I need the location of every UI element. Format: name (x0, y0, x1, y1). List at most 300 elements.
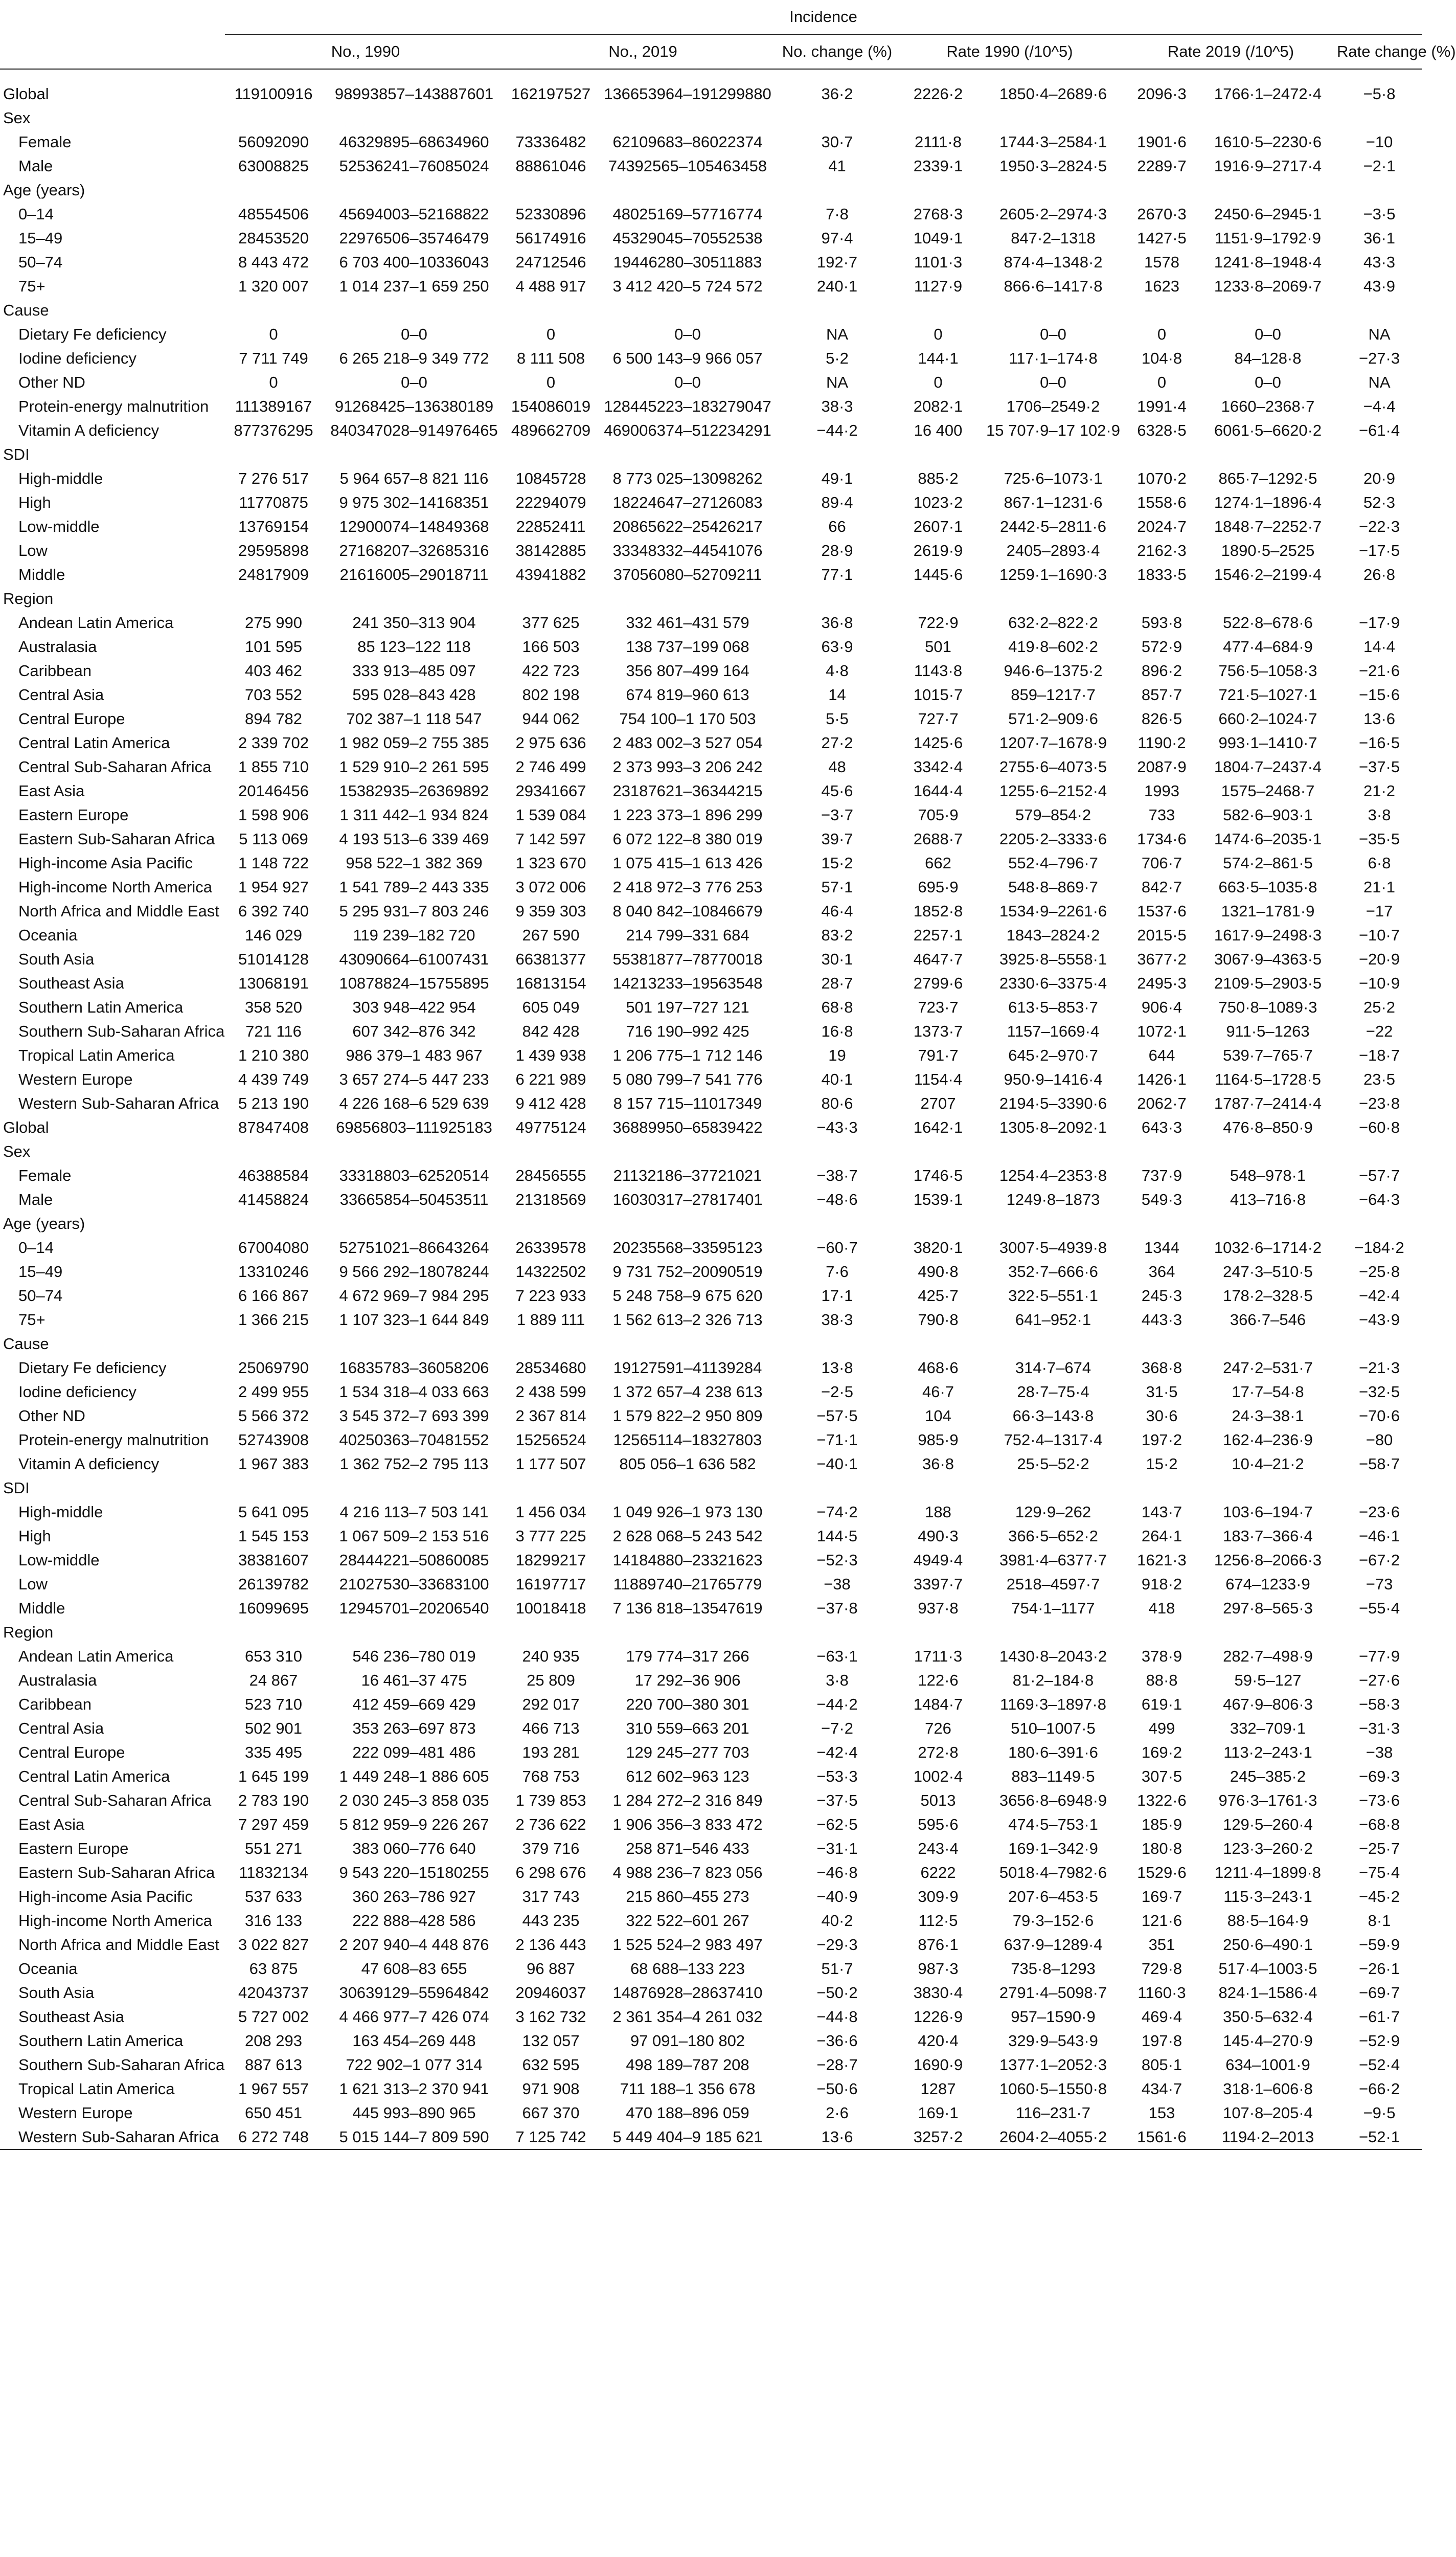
table-row (0, 1933, 1422, 1957)
ci-1990: 85 123–122 118 (357, 637, 471, 656)
rate-ci-2019: 1151·9–1792·9 (1215, 229, 1321, 247)
rate-ci-2019: 17·7–54·8 (1232, 1382, 1304, 1401)
number-change: 4·8 (826, 661, 849, 680)
ci-1990: 33665854–50453511 (339, 1190, 489, 1208)
ci-1990: 27168207–32685316 (339, 541, 489, 559)
number-2019: 96 887 (527, 1959, 575, 1978)
table-row (0, 899, 1422, 923)
rate-ci-1990: 579–854·2 (1015, 805, 1091, 824)
rate-1990: 2257·1 (913, 926, 963, 944)
rate-1990: 4949·4 (913, 1551, 963, 1569)
number-change: −46·8 (816, 1863, 858, 1881)
ci-2019: 19446280–30511883 (613, 253, 762, 271)
ci-1990: 4 672 969–7 984 295 (339, 1286, 489, 1305)
ci-1990: 5 812 959–9 226 267 (339, 1815, 489, 1833)
ci-1990: 28444221–50860085 (339, 1551, 489, 1569)
rate-ci-1990: 2605·2–2974·3 (999, 205, 1107, 223)
ci-2019: 12565114–18327803 (613, 1430, 762, 1449)
row-label: 75+ (18, 1310, 46, 1329)
rate-2019: 733 (1148, 805, 1175, 824)
row-label: 50–74 (18, 1286, 63, 1305)
rate-ci-1990: 3925·8–5558·1 (999, 950, 1107, 968)
rate-ci-2019: 660·2–1024·7 (1218, 709, 1317, 728)
rate-ci-2019: 756·5–1058·3 (1218, 661, 1317, 680)
section-label: Age (years) (3, 1214, 85, 1232)
row-label: Other ND (18, 373, 85, 391)
row-label: Southern Latin America (18, 2031, 184, 2050)
number-1990: 653 310 (244, 1647, 303, 1665)
number-change: 46·4 (821, 902, 853, 920)
table-row (0, 851, 1422, 875)
number-2019: 7 142 597 (515, 829, 586, 848)
rate-ci-2019: 24·3–38·1 (1232, 1406, 1304, 1425)
ci-2019: 17 292–36 906 (634, 1671, 741, 1689)
number-2019: 768 753 (522, 1767, 580, 1785)
ci-1990: 1 362 752–2 795 113 (339, 1454, 489, 1473)
rate-ci-1990: 366·5–652·2 (1008, 1527, 1098, 1545)
ci-1990: 12945701–20206540 (339, 1599, 489, 1617)
rate-ci-1990: 867·1–1231·6 (1004, 493, 1103, 511)
rate-change: −60·8 (1358, 1118, 1400, 1136)
rate-ci-1990: 1377·1–2052·3 (999, 2055, 1107, 2074)
ci-1990: 2 030 245–3 858 035 (339, 1791, 489, 1809)
number-change: 28·7 (821, 974, 853, 992)
ci-2019: 23187621–36344215 (612, 781, 763, 800)
rate-2019: 572·9 (1141, 637, 1182, 656)
number-2019: 52330896 (515, 205, 586, 223)
section-fill (225, 587, 1422, 611)
number-change: 38·3 (821, 397, 853, 415)
ci-2019: 138 737–199 068 (626, 637, 749, 656)
rate-2019: 1537·6 (1137, 902, 1187, 920)
number-2019: 154086019 (511, 397, 591, 415)
table-row (0, 1019, 1422, 1043)
ci-1990: 4 216 113–7 503 141 (339, 1502, 489, 1521)
row-label: Southeast Asia (18, 974, 124, 992)
number-1990: 2 499 955 (238, 1382, 309, 1401)
rate-1990: 885·2 (918, 469, 959, 487)
number-1990: 11832134 (239, 1863, 308, 1881)
table-row (0, 274, 1422, 298)
rate-change: 20·9 (1363, 469, 1396, 487)
number-1990: 101 595 (244, 637, 303, 656)
rate-ci-1990: 2330·6–3375·4 (999, 974, 1107, 992)
rate-ci-1990: 874·4–1348·2 (1004, 253, 1103, 271)
number-change: −2·5 (821, 1382, 853, 1401)
ci-1990: 1 534 318–4 033 663 (339, 1382, 489, 1401)
number-2019: 317 743 (522, 1887, 580, 1905)
rate-change: −10·9 (1358, 974, 1400, 992)
section-row (0, 1332, 1422, 1356)
rate-change: 13·6 (1363, 709, 1396, 728)
ci-2019: 501 197–727 121 (626, 998, 749, 1016)
number-2019: 14322502 (515, 1262, 586, 1281)
row-label: High (18, 493, 51, 511)
ci-2019: 129 245–277 703 (626, 1743, 749, 1761)
number-change: −37·5 (816, 1791, 858, 1809)
ci-2019: 6 072 122–8 380 019 (612, 829, 763, 848)
rate-change: −22 (1366, 1022, 1393, 1040)
number-1990: 208 293 (244, 2031, 303, 2050)
rate-1990: 490·3 (918, 1527, 959, 1545)
rate-ci-2019: 1164·5–1728·5 (1215, 1070, 1321, 1088)
section-fill (225, 1476, 1422, 1500)
number-1990: 24 867 (249, 1671, 298, 1689)
rate-ci-1990: 79·3–152·6 (1012, 1911, 1094, 1930)
rate-2019: 469·4 (1141, 2007, 1182, 2026)
rate-2019: 706·7 (1141, 854, 1182, 872)
ci-2019: 2 373 993–3 206 242 (612, 757, 763, 776)
number-change: 83·2 (821, 926, 853, 944)
number-change: 28·9 (821, 541, 853, 559)
ci-2019: 128445223–183279047 (604, 397, 771, 415)
row-label: High-income North America (18, 878, 213, 896)
rate-change: −22·3 (1358, 517, 1400, 535)
ci-2019: 33348332–44541076 (612, 541, 763, 559)
ci-1990: 1 541 789–2 443 335 (339, 878, 489, 896)
number-2019: 489662709 (511, 421, 591, 439)
rate-2019: 88·8 (1146, 1671, 1178, 1689)
row-label: Iodine deficiency (18, 349, 136, 367)
row-label: Dietary Fe deficiency (18, 1358, 167, 1377)
number-2019: 1 539 084 (515, 805, 586, 824)
number-1990: 4 439 749 (238, 1070, 309, 1088)
rate-change: −38 (1366, 1743, 1393, 1761)
number-1990: 1 545 153 (238, 1527, 309, 1545)
row-label: Iodine deficiency (18, 1382, 136, 1401)
section-fill (225, 106, 1422, 130)
number-change: 30·7 (821, 132, 853, 151)
row-label: Global (3, 84, 49, 103)
number-1990: 7 297 459 (238, 1815, 309, 1833)
rate-1990: 169·1 (918, 2103, 959, 2122)
number-change: 13·8 (821, 1358, 853, 1377)
number-1990: 275 990 (244, 613, 303, 632)
section-label: Cause (3, 301, 49, 319)
table-row (0, 2053, 1422, 2077)
rate-ci-1990: 847·2–1318 (1011, 229, 1096, 247)
rate-1990: 112·5 (918, 1911, 958, 1930)
number-2019: 49775124 (515, 1118, 586, 1136)
rate-2019: 153 (1148, 2103, 1175, 2122)
rate-change: −23·6 (1358, 1502, 1400, 1521)
row-label: Tropical Latin America (18, 1046, 175, 1064)
ci-1990: 702 387–1 118 547 (346, 709, 482, 728)
rate-ci-1990: 548·8–869·7 (1008, 878, 1098, 896)
number-change: −48·6 (816, 1190, 858, 1208)
rate-1990: 2082·1 (913, 397, 963, 415)
row-label: Central Europe (18, 1743, 125, 1761)
number-change: 15·2 (821, 854, 853, 872)
rate-2019: 1623 (1144, 277, 1179, 295)
ci-1990: 1 311 442–1 934 824 (339, 805, 489, 824)
table-row (0, 611, 1422, 635)
ci-2019: 14184880–23321623 (612, 1551, 763, 1569)
rate-1990: 937·8 (918, 1599, 959, 1617)
rate-change: −21·6 (1358, 661, 1400, 680)
number-2019: 2 975 636 (515, 733, 586, 752)
rate-ci-1990: 1249·8–1873 (1006, 1190, 1100, 1208)
rate-ci-2019: 115·3–243·1 (1223, 1887, 1312, 1905)
rate-ci-2019: 366·7–546 (1230, 1310, 1306, 1329)
section-label: Sex (3, 108, 31, 127)
rate-ci-1990: 1060·5–1550·8 (999, 2079, 1107, 2098)
ci-2019: 1 075 415–1 613 426 (612, 854, 763, 872)
rate-1990: 595·6 (918, 1815, 959, 1833)
rate-change: −17·5 (1358, 541, 1400, 559)
row-label: Protein-energy malnutrition (18, 1430, 209, 1449)
number-1990: 1 645 199 (238, 1767, 309, 1785)
rate-ci-1990: 2205·2–3333·6 (999, 829, 1107, 848)
rate-1990: 2707 (920, 1094, 956, 1112)
rate-change: −2·1 (1363, 156, 1396, 175)
ci-1990: 353 263–697 873 (352, 1719, 476, 1737)
table-row (0, 346, 1422, 370)
rate-1990: 3257·2 (895, 2125, 982, 2149)
rate-2019: 169·7 (1141, 1887, 1182, 1905)
number-1990: 316 133 (244, 1911, 303, 1930)
ci-2019: 0–0 (674, 325, 701, 343)
rate-ci-1990: 510–1007·5 (1011, 1719, 1096, 1737)
rate-ci-2019: 107·8–205·4 (1223, 2103, 1313, 2122)
table-row (0, 1524, 1422, 1548)
ci-1990: 986 379–1 483 967 (346, 1046, 483, 1064)
number-2019: 1 177 507 (515, 1454, 586, 1473)
ci-2019: 48025169–57716774 (612, 205, 763, 223)
row-label: Western Europe (18, 2103, 133, 2122)
number-2019: 193 281 (522, 1743, 580, 1761)
rate-2019: 104·8 (1141, 349, 1182, 367)
row-label: 0–14 (18, 1238, 54, 1257)
number-1990: 5 641 095 (238, 1502, 309, 1521)
number-1990: 6 272 748 (225, 2125, 322, 2149)
rate-ci-2019: 1766·1–2472·4 (1214, 84, 1322, 103)
row-label: Low (18, 1575, 48, 1593)
ci-1990: 840347028–914976465 (330, 421, 498, 439)
rate-ci-2019: 282·7–498·9 (1223, 1647, 1313, 1665)
section-fill (225, 1620, 1422, 1644)
number-2019: 6 221 989 (515, 1070, 586, 1088)
table-row (0, 1788, 1422, 1812)
rate-change: 21·2 (1363, 781, 1396, 800)
rate-2019: 2289·7 (1137, 156, 1187, 175)
col-header-rate-2019: Rate 2019 (/10^5) (1125, 34, 1337, 69)
number-change: −53·3 (816, 1767, 858, 1785)
number-change: −44·2 (816, 421, 858, 439)
ci-1990: 4 193 513–6 339 469 (339, 829, 489, 848)
number-2019: 0 (546, 373, 556, 391)
rate-1990: 36·8 (922, 1454, 954, 1473)
section-row (0, 1476, 1422, 1500)
rate-2019: 2096·3 (1137, 84, 1187, 103)
rate-2019: 368·8 (1141, 1358, 1182, 1377)
section-row (0, 1139, 1422, 1163)
rate-2019: 1160·3 (1138, 1983, 1186, 2002)
ci-2019: 19127591–41139284 (613, 1358, 762, 1377)
rate-2019: 1621·3 (1137, 1551, 1187, 1569)
number-1990: 119100916 (234, 84, 313, 103)
rate-1990: 1154·4 (914, 1070, 963, 1088)
rate-ci-1990: 1706–2549·2 (1006, 397, 1100, 415)
col-header-rate-1990: Rate 1990 (/10^5) (895, 34, 1125, 69)
rate-ci-2019: 113·2–243·1 (1223, 1743, 1312, 1761)
ci-2019: 4 988 236–7 823 056 (612, 1863, 763, 1881)
rate-ci-1990: 552·4–796·7 (1008, 854, 1098, 872)
rate-ci-2019: 1256·8–2066·3 (1214, 1551, 1322, 1569)
ci-1990: 12900074–14849368 (339, 517, 489, 535)
rate-ci-2019: 145·4–270·9 (1223, 2031, 1313, 2050)
rate-change: 25·2 (1363, 998, 1396, 1016)
number-change: 192·7 (816, 253, 858, 271)
rate-ci-2019: 477·4–684·9 (1223, 637, 1313, 656)
col-header-no-2019: No., 2019 (506, 34, 780, 69)
number-2019: 267 590 (522, 926, 580, 944)
number-1990: 11770875 (239, 493, 308, 511)
table-row (0, 2029, 1422, 2053)
rate-2019: 121·6 (1141, 1911, 1182, 1930)
number-change: −62·5 (816, 1815, 858, 1833)
rate-1990: 490·8 (918, 1262, 959, 1281)
number-1990: 5 113 069 (239, 829, 308, 848)
section-fill (225, 178, 1422, 202)
ci-2019: 1 579 822–2 950 809 (612, 1406, 763, 1425)
rate-ci-1990: 1843–2824·2 (1006, 926, 1100, 944)
rate-ci-2019: 1241·8–1948·4 (1214, 253, 1322, 271)
rate-1990: 2799·6 (913, 974, 963, 992)
rate-ci-2019: 1610·5–2230·6 (1214, 132, 1322, 151)
ci-2019: 498 189–787 208 (626, 2055, 749, 2074)
rate-1990: 1143·8 (914, 661, 963, 680)
number-2019: 7 125 742 (506, 2125, 596, 2149)
ci-2019: 470 188–896 059 (626, 2103, 749, 2122)
rate-change: −20·9 (1358, 950, 1400, 968)
rate-2019: 0 (1157, 373, 1167, 391)
rate-ci-2019: 522·8–678·6 (1223, 613, 1313, 632)
rate-change: NA (1368, 325, 1391, 343)
rate-2019: 30·6 (1146, 1406, 1178, 1425)
number-2019: 132 057 (522, 2031, 580, 2050)
ci-2019: 469006374–512234291 (604, 421, 771, 439)
number-2019: 377 625 (522, 613, 580, 632)
row-label: Caribbean (18, 1695, 92, 1713)
rate-ci-2019: 413–716·8 (1230, 1190, 1306, 1208)
table-body (0, 69, 1422, 2149)
number-1990: 63 875 (249, 1959, 298, 1978)
number-2019: 88861046 (515, 156, 586, 175)
number-change: −42·4 (816, 1743, 858, 1761)
number-change: −28·7 (816, 2055, 858, 2074)
row-label: Low-middle (18, 1551, 100, 1569)
section-label: SDI (3, 445, 30, 463)
ci-2019: 711 188–1 356 678 (620, 2079, 756, 2098)
rate-ci-2019: 1274·1–1896·4 (1214, 493, 1322, 511)
rate-ci-2019: 539·7–765·7 (1223, 1046, 1313, 1064)
ci-1990: 1 529 910–2 261 595 (339, 757, 489, 776)
ci-2019: 45329045–70552538 (612, 229, 763, 247)
number-change: 36·8 (821, 613, 853, 632)
rate-ci-2019: 332–709·1 (1230, 1719, 1306, 1737)
rate-ci-1990: 859–1217·7 (1011, 685, 1096, 704)
row-label: Central Sub-Saharan Africa (18, 1791, 212, 1809)
rate-2019: 549·3 (1141, 1190, 1182, 1208)
ci-1990: 445 993–890 965 (352, 2103, 476, 2122)
rate-1990: 122·6 (918, 1671, 959, 1689)
section-row (0, 298, 1422, 322)
rate-2019: 264·1 (1141, 1527, 1182, 1545)
rate-1990: 1445·6 (913, 565, 963, 584)
table-row (0, 1284, 1422, 1308)
number-1990: 52743908 (238, 1430, 309, 1449)
rate-1990: 1484·7 (913, 1695, 963, 1713)
rate-ci-2019: 1321–1781·9 (1221, 902, 1315, 920)
rate-ci-2019: 476·8–850·9 (1223, 1118, 1313, 1136)
rate-ci-1990: 28·7–75·4 (1017, 1382, 1089, 1401)
ci-2019: 7 136 818–13547619 (612, 1599, 763, 1617)
row-label: High-income Asia Pacific (18, 1887, 193, 1905)
rate-change: −184·2 (1354, 1238, 1404, 1257)
rate-ci-2019: 548–978·1 (1230, 1166, 1306, 1184)
ci-1990: 163 454–269 448 (352, 2031, 476, 2050)
ci-2019: 1 049 926–1 973 130 (612, 1502, 763, 1521)
rate-ci-1990: 419·8–602·2 (1008, 637, 1098, 656)
ci-2019: 62109683–86022374 (612, 132, 763, 151)
number-change: 36·2 (821, 84, 853, 103)
number-2019: 38142885 (515, 541, 586, 559)
row-label: Oceania (18, 1959, 78, 1978)
ci-2019: 14213233–19563548 (612, 974, 763, 992)
rate-change: −10·7 (1358, 926, 1400, 944)
number-2019: 9 412 428 (515, 1094, 586, 1112)
number-1990: 502 901 (244, 1719, 303, 1737)
rate-ci-1990: 329·9–543·9 (1008, 2031, 1098, 2050)
number-2019: 605 049 (522, 998, 580, 1016)
rate-change: −27·3 (1358, 349, 1400, 367)
row-label: Oceania (18, 926, 78, 944)
rate-1990: 1711·3 (914, 1647, 963, 1665)
number-1990: 5 727 002 (238, 2007, 309, 2026)
rate-change: −69·3 (1358, 1767, 1400, 1785)
rate-1990: 1015·7 (913, 685, 963, 704)
rate-change: −75·4 (1358, 1863, 1400, 1881)
number-2019: 16813154 (515, 974, 586, 992)
ci-2019: 215 860–455 273 (626, 1887, 749, 1905)
number-change: 68·8 (821, 998, 853, 1016)
ci-1990: 52536241–76085024 (339, 156, 489, 175)
number-2019: 1 889 111 (516, 1310, 585, 1329)
rate-ci-1990: 207·6–453·5 (1008, 1887, 1098, 1905)
ci-2019: 179 774–317 266 (626, 1647, 749, 1665)
rate-change: −73·6 (1358, 1791, 1400, 1809)
ci-1990: 958 522–1 382 369 (346, 854, 483, 872)
ci-1990: 0–0 (401, 373, 427, 391)
ci-1990: 4 226 168–6 529 639 (339, 1094, 489, 1112)
rate-ci-1990: 169·1–342·9 (1008, 1839, 1098, 1857)
number-change: 57·1 (821, 878, 853, 896)
ci-2019: 332 461–431 579 (626, 613, 749, 632)
ci-1990: 6 265 218–9 349 772 (339, 349, 489, 367)
rate-2019: 2670·3 (1137, 205, 1187, 223)
rate-ci-2019: 178·2–328·5 (1223, 1286, 1313, 1305)
rate-change: −26·1 (1358, 1959, 1400, 1978)
number-1990: 1 148 722 (238, 854, 309, 872)
number-1990: 28453520 (238, 229, 309, 247)
rate-ci-1990: 116–231·7 (1016, 2103, 1090, 2122)
rate-2019: 197·8 (1141, 2031, 1182, 2050)
table-row (0, 1572, 1422, 1596)
ci-2019: 8 157 715–11017349 (613, 1094, 762, 1112)
rate-ci-1990: 1157–1669·4 (1007, 1022, 1100, 1040)
rate-2019: 1072·1 (1137, 1022, 1187, 1040)
